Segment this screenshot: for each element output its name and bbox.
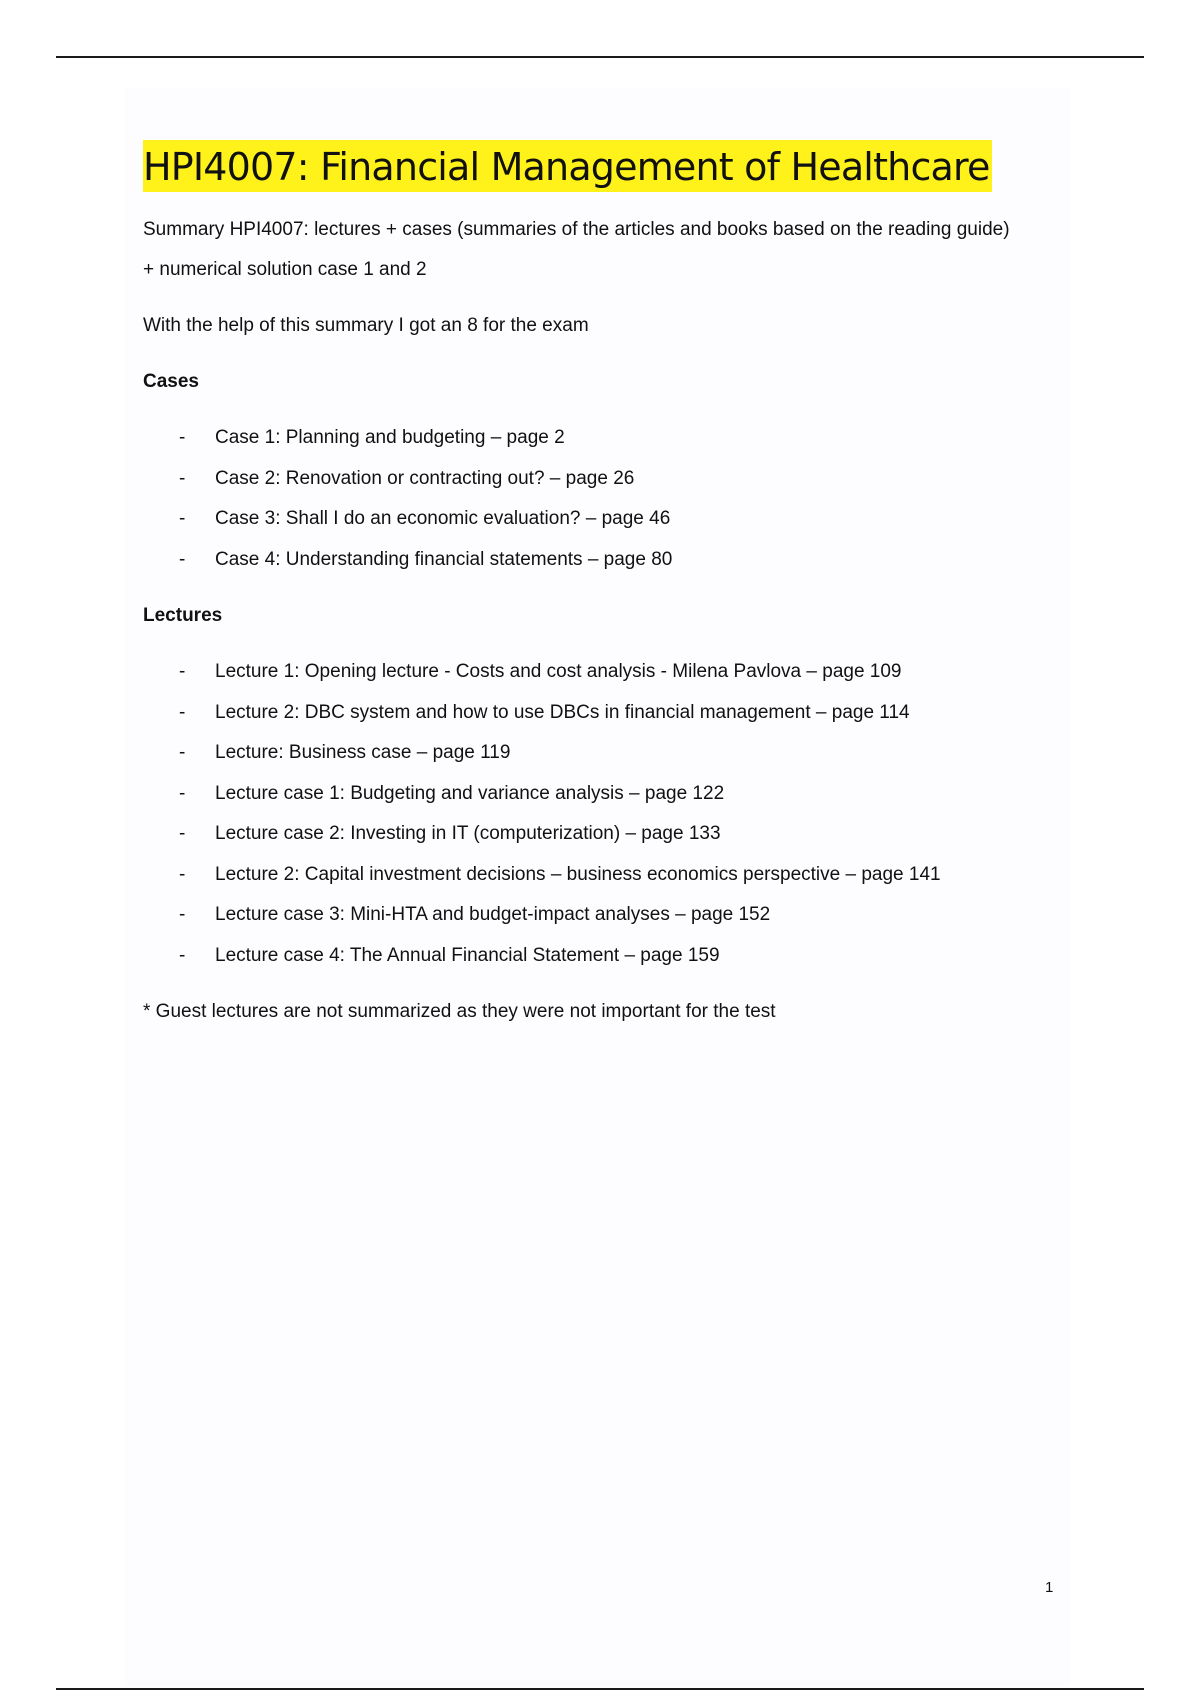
- list-item: [143, 733, 1083, 774]
- case-item-text: Case 4: Understanding financial statements – page 80: [215, 548, 673, 570]
- list-dash: -: [179, 427, 186, 448]
- list-dash: -: [179, 742, 186, 763]
- case-item-text: Case 1: Planning and budgeting – page 2: [215, 427, 565, 448]
- list-item: [143, 895, 1083, 936]
- intro-line-1: Summary HPI4007: lectures + cases (summaries of the articles and books based on the reading guide): [143, 219, 1010, 240]
- list-item: [143, 814, 1083, 855]
- list-dash: -: [179, 904, 186, 925]
- intro-line-2: + numerical solution case 1 and 2: [143, 259, 427, 280]
- list-item: [143, 499, 1083, 540]
- list-item: [143, 418, 1083, 459]
- list-dash: -: [179, 467, 186, 489]
- list-dash: -: [179, 701, 186, 723]
- list-dash: -: [179, 944, 186, 966]
- lecture-item-text: Lecture case 3: Mini-HTA and budget-impact analyses – page 152: [215, 904, 771, 925]
- lecture-item-text: Lecture 2: DBC system and how to use DBCs in financial management – page 114: [215, 701, 910, 723]
- list-item: [143, 652, 1083, 693]
- list-dash: -: [179, 863, 186, 885]
- lecture-item-text: Lecture case 1: Budgeting and variance analysis – page 122: [215, 782, 725, 804]
- list-item: [143, 774, 1083, 815]
- lecture-item-text: Lecture 2: Capital investment decisions – business economics perspective – page 141: [215, 863, 941, 885]
- lecture-item-text: Lecture case 4: The Annual Financial Statement – page 159: [215, 944, 720, 966]
- list-dash: -: [179, 661, 186, 682]
- document-title: HPI4007: Financial Management of Healthcare: [143, 140, 992, 192]
- page-number: 1: [1045, 1579, 1054, 1596]
- document-content: [143, 140, 1083, 1032]
- list-item: [143, 855, 1083, 896]
- top-rule: [56, 56, 1144, 58]
- list-item: [143, 540, 1083, 581]
- intro-line-3: With the help of this summary I got an 8 for the exam: [143, 315, 589, 336]
- list-item: [143, 459, 1083, 500]
- lecture-item-text: Lecture: Business case – page 119: [215, 742, 511, 763]
- lectures-heading: Lectures: [143, 605, 223, 626]
- lectures-list: [143, 652, 1083, 976]
- list-dash: -: [179, 548, 186, 570]
- list-dash: -: [179, 508, 186, 529]
- case-item-text: Case 2: Renovation or contracting out? – page 26: [215, 467, 635, 489]
- footnote: * Guest lectures are not summarized as they were not important for the test: [143, 1001, 776, 1022]
- cases-heading: Cases: [143, 371, 199, 392]
- list-dash: -: [179, 782, 186, 804]
- case-item-text: Case 3: Shall I do an economic evaluation? – page 46: [215, 508, 671, 529]
- list-dash: -: [179, 823, 186, 844]
- list-item: [143, 693, 1083, 734]
- lecture-item-text: Lecture case 2: Investing in IT (computerization) – page 133: [215, 823, 721, 844]
- lecture-item-text: Lecture 1: Opening lecture - Costs and cost analysis - Milena Pavlova – page 109: [215, 661, 902, 682]
- list-item: [143, 936, 1083, 977]
- cases-list: [143, 418, 1083, 580]
- bottom-rule: [56, 1688, 1144, 1690]
